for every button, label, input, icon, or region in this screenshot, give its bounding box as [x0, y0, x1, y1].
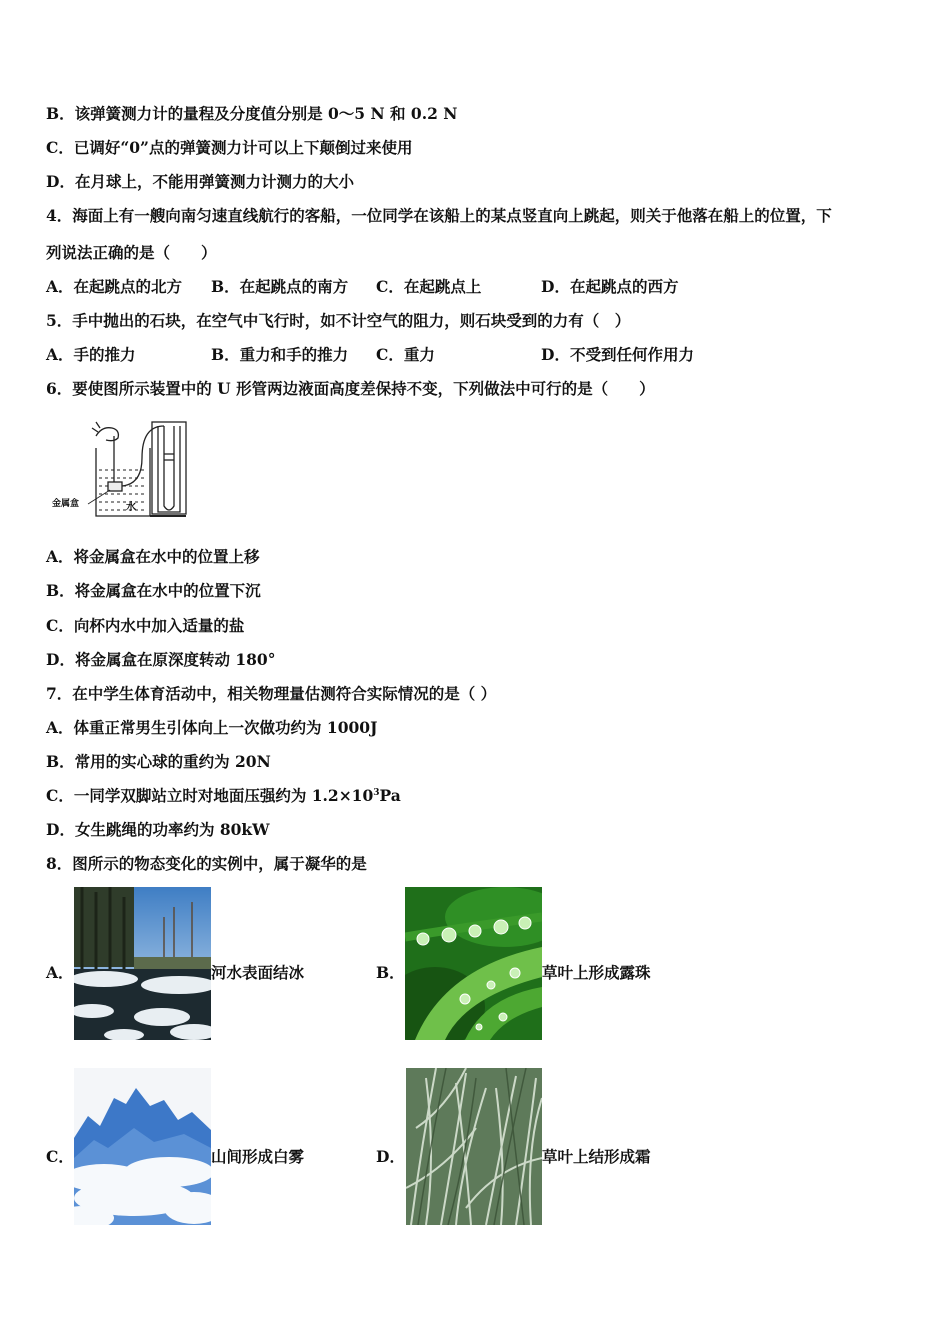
q5-option-c: C．重力	[376, 345, 435, 364]
q8-option-b-letter: B．	[376, 963, 405, 982]
q8-option-d-caption: 草叶上结形成霜	[542, 1147, 651, 1166]
q4-stem-line2: 列说法正确的是（ ）	[46, 243, 217, 262]
q3-option-d: D．在月球上，不能用弹簧测力计测力的大小	[46, 172, 354, 191]
q6-option-c: C．向杯内水中加入适量的盐	[46, 616, 245, 635]
q7-option-b: B．常用的实心球的重约为 20N	[46, 752, 271, 771]
q4-option-b: B．在起跳点的南方	[211, 277, 349, 296]
q8-option-a-letter: A．	[46, 963, 74, 982]
q8-option-c-caption: 山间形成白雾	[211, 1147, 305, 1166]
q6-option-a: A．将金属盒在水中的位置上移	[46, 547, 260, 566]
figure-label-water: 水	[126, 502, 136, 513]
q8-stem: 8．图所示的物态变化的实例中，属于凝华的是	[46, 854, 367, 873]
q5-option-a: A．手的推力	[46, 345, 136, 364]
q7-option-c: C．一同学双脚站立时对地面压强约为 $1.2\times 10^3Pa$	[46, 786, 401, 805]
q7-stem: 7．在中学生体育活动中，相关物理量估测符合实际情况的是（ ）	[46, 684, 497, 703]
figure-label-metal-box: 金属盒	[52, 499, 80, 509]
q4-option-a: A．在起跳点的北方	[46, 277, 183, 296]
q8-option-b-caption: 草叶上形成露珠	[542, 963, 651, 982]
mountain-fog-image	[74, 1068, 211, 1225]
frost-grass-image	[406, 1068, 542, 1225]
q3-option-c: C．已调好“0”点的弹簧测力计可以上下颠倒过来使用	[46, 138, 413, 157]
q6-stem: 6．要使图所示装置中的 U 形管两边液面高度差保持不变，下列做法中可行的是（ ）	[46, 379, 655, 398]
q6-option-b: B．将金属盒在水中的位置下沉	[46, 581, 261, 600]
u-tube-manometer-figure	[52, 418, 187, 522]
q4-option-c: C．在起跳点上	[376, 277, 482, 296]
q8-option-c-letter: C．	[46, 1147, 74, 1166]
q7-option-a: A．体重正常男生引体向上一次做功约为 1000J	[46, 718, 378, 737]
q4-stem-line1: 4．海面上有一艘向南匀速直线航行的客船，一位同学在该船上的某点竖直向上跳起，则关于他落在船上的位置，下	[46, 206, 832, 225]
q8-option-d-letter: D．	[376, 1147, 405, 1166]
q5-option-d: D．不受到任何作用力	[541, 345, 694, 364]
q3-option-b: B．该弹簧测力计的量程及分度值分别是 0～5 N 和 0.2 N	[46, 104, 458, 123]
river-ice-image	[74, 887, 211, 1040]
q4-option-d: D．在起跳点的西方	[541, 277, 679, 296]
dew-drops-image	[405, 887, 542, 1040]
q7-option-d: D．女生跳绳的功率约为 80kW	[46, 820, 270, 839]
q8-option-a-caption: 河水表面结冰	[211, 963, 305, 982]
q6-option-d: D．将金属盒在原深度转动 180°	[46, 650, 276, 669]
q5-stem: 5．手中抛出的石块，在空气中飞行时，如不计空气的阻力，则石块受到的力有（ ）	[46, 311, 631, 330]
q5-option-b: B．重力和手的推力	[211, 345, 349, 364]
